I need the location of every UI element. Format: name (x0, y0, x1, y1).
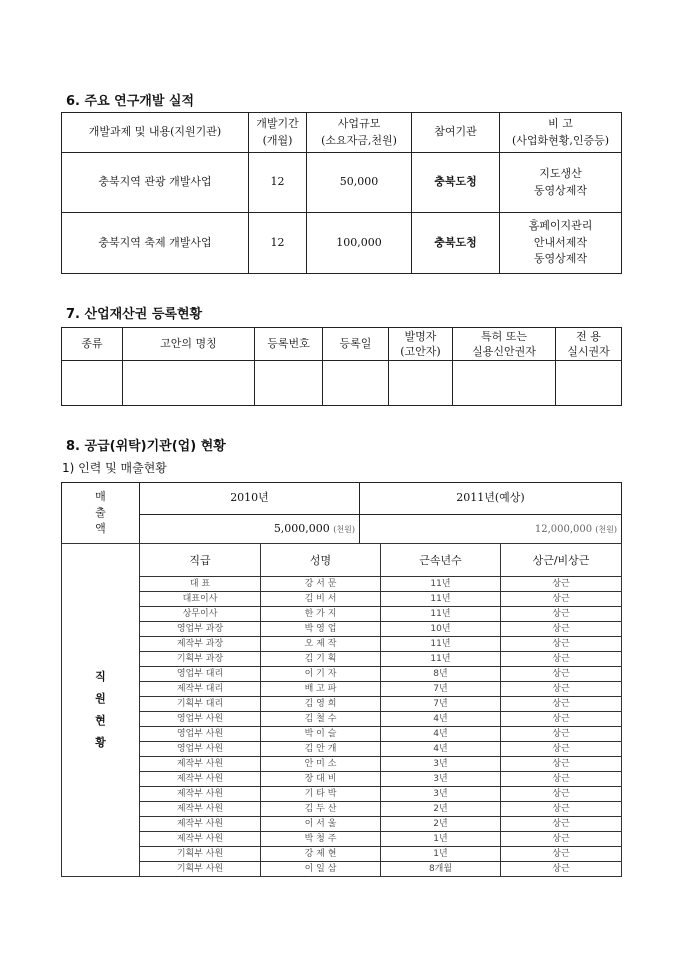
staff-cell: 오 제 작 (261, 637, 381, 652)
ip-header-cell: 발명자 (고안자) (389, 328, 453, 361)
staff-row (62, 637, 622, 652)
staff-cell: 제작부 사원 (140, 772, 261, 787)
rnd-header-cell: 개발기간 (개월) (249, 113, 307, 153)
amount-unit: (천원) (595, 524, 617, 534)
rnd-cell: 지도생산 동영상제작 (500, 153, 622, 213)
staff-row (62, 667, 622, 682)
amount-unit: (천원) (333, 524, 355, 534)
staff-cell: 기획부 사원 (140, 847, 261, 862)
staff-cell: 상근 (501, 787, 622, 802)
staff-header-cell: 상근/비상근 (501, 544, 622, 577)
staff-cell: 상근 (501, 817, 622, 832)
staff-cell: 이 기 자 (261, 667, 381, 682)
staff-cell: 11년 (381, 607, 501, 622)
ip-header-cell: 고안의 명칭 (123, 328, 255, 361)
staff-cell: 1년 (381, 847, 501, 862)
staff-cell: 11년 (381, 652, 501, 667)
staff-cell: 1년 (381, 832, 501, 847)
staff-cell: 상근 (501, 622, 622, 637)
staff-cell: 11년 (381, 637, 501, 652)
staff-row (62, 862, 622, 877)
staff-cell: 상근 (501, 802, 622, 817)
staff-table (61, 543, 622, 877)
staff-row (62, 787, 622, 802)
staff-cell: 김 두 산 (261, 802, 381, 817)
staff-row (62, 727, 622, 742)
staff-cell: 상근 (501, 607, 622, 622)
staff-cell: 상근 (501, 682, 622, 697)
staff-row (62, 652, 622, 667)
rnd-cell: 충북도청 (412, 213, 500, 274)
rnd-cell: 충북지역 관광 개발사업 (62, 153, 249, 213)
staff-cell: 영업부 사원 (140, 727, 261, 742)
staff-cell: 박 영 업 (261, 622, 381, 637)
staff-cell: 김 비 서 (261, 592, 381, 607)
staff-cell: 11년 (381, 592, 501, 607)
staff-label: 직 원 현 황 (62, 544, 140, 877)
sales-label: 매 출 액 (62, 483, 140, 544)
staff-cell: 제작부 사원 (140, 787, 261, 802)
staff-cell: 김 기 획 (261, 652, 381, 667)
staff-row (62, 772, 622, 787)
amount-value: 12,000,000 (534, 523, 593, 535)
staff-cell: 4년 (381, 742, 501, 757)
staff-cell: 강 서 문 (261, 577, 381, 592)
ip-header-cell: 등록번호 (255, 328, 323, 361)
staff-row (62, 802, 622, 817)
staff-header-cell: 근속년수 (381, 544, 501, 577)
staff-cell: 3년 (381, 757, 501, 772)
staff-cell: 제작부 사원 (140, 757, 261, 772)
staff-cell: 김 안 개 (261, 742, 381, 757)
empty-cell (123, 361, 255, 406)
rnd-cell: 100,000 (307, 213, 412, 274)
staff-cell: 영업부 과장 (140, 622, 261, 637)
staff-row (62, 607, 622, 622)
rnd-cell: 12 (249, 153, 307, 213)
staff-cell: 영업부 사원 (140, 742, 261, 757)
staff-cell: 박 이 슬 (261, 727, 381, 742)
staff-cell: 기획부 대리 (140, 697, 261, 712)
staff-cell: 상근 (501, 652, 622, 667)
staff-cell: 배 고 파 (261, 682, 381, 697)
staff-row (62, 697, 622, 712)
staff-cell: 상근 (501, 592, 622, 607)
rnd-header-row (62, 113, 622, 153)
amount-2010 (140, 515, 360, 544)
staff-header-row (62, 544, 622, 577)
staff-cell: 이 일 삼 (261, 862, 381, 877)
rnd-row (62, 153, 622, 213)
empty-cell (389, 361, 453, 406)
staff-cell: 상근 (501, 862, 622, 877)
staff-cell: 상근 (501, 697, 622, 712)
staff-row (62, 622, 622, 637)
sales-table (61, 482, 622, 544)
empty-cell (323, 361, 389, 406)
rnd-cell: 충북도청 (412, 153, 500, 213)
staff-cell: 상근 (501, 577, 622, 592)
staff-row (62, 847, 622, 862)
staff-row (62, 592, 622, 607)
rnd-row (62, 213, 622, 274)
staff-cell: 대표이사 (140, 592, 261, 607)
section6-title: 6. 주요 연구개발 실적 (66, 94, 195, 109)
staff-header-cell: 성명 (261, 544, 381, 577)
staff-cell: 제작부 사원 (140, 802, 261, 817)
ip-header-cell: 등록일 (323, 328, 389, 361)
staff-row (62, 832, 622, 847)
staff-cell: 이 서 울 (261, 817, 381, 832)
staff-cell: 4년 (381, 727, 501, 742)
empty-cell (453, 361, 556, 406)
staff-cell: 8년 (381, 667, 501, 682)
staff-cell: 박 청 주 (261, 832, 381, 847)
rnd-header-cell: 사업규모 (소요자금,천원) (307, 113, 412, 153)
empty-cell (255, 361, 323, 406)
ip-header-row (62, 328, 622, 361)
staff-cell: 상근 (501, 847, 622, 862)
rnd-cell: 홈페이지관리 안내서제작 동영상제작 (500, 213, 622, 274)
staff-cell: 상근 (501, 637, 622, 652)
staff-cell: 10년 (381, 622, 501, 637)
staff-cell: 상근 (501, 667, 622, 682)
staff-row (62, 577, 622, 592)
staff-cell: 한 가 지 (261, 607, 381, 622)
rnd-table (61, 112, 622, 274)
staff-cell: 상근 (501, 727, 622, 742)
rnd-header-cell: 참여기관 (412, 113, 500, 153)
staff-cell: 기획부 사원 (140, 862, 261, 877)
staff-cell: 상근 (501, 712, 622, 727)
staff-cell: 3년 (381, 772, 501, 787)
rnd-header-cell: 개발과제 및 내용(지원기관) (62, 113, 249, 153)
staff-cell: 3년 (381, 787, 501, 802)
staff-header-cell: 직급 (140, 544, 261, 577)
section8-subtitle: 1) 인력 및 매출현황 (62, 461, 167, 475)
staff-cell: 4년 (381, 712, 501, 727)
year-2011: 2011년(예상) (360, 483, 622, 515)
staff-cell: 7년 (381, 697, 501, 712)
staff-cell: 제작부 대리 (140, 682, 261, 697)
rnd-cell: 50,000 (307, 153, 412, 213)
staff-cell: 상근 (501, 832, 622, 847)
staff-cell: 장 대 비 (261, 772, 381, 787)
staff-cell: 8개월 (381, 862, 501, 877)
staff-cell: 상무이사 (140, 607, 261, 622)
staff-cell: 김 영 희 (261, 697, 381, 712)
staff-cell: 강 제 현 (261, 847, 381, 862)
staff-cell: 김 철 수 (261, 712, 381, 727)
staff-cell: 영업부 사원 (140, 712, 261, 727)
staff-cell: 안 미 소 (261, 757, 381, 772)
ip-header-cell: 종류 (62, 328, 123, 361)
staff-cell: 상근 (501, 742, 622, 757)
year-2010: 2010년 (140, 483, 360, 515)
staff-cell: 제작부 사원 (140, 817, 261, 832)
ip-empty-row (62, 361, 622, 406)
staff-cell: 기 타 박 (261, 787, 381, 802)
staff-cell: 2년 (381, 817, 501, 832)
empty-cell (556, 361, 622, 406)
staff-cell: 제작부 과장 (140, 637, 261, 652)
staff-row (62, 757, 622, 772)
ip-header-cell: 특허 또는 실용신안권자 (453, 328, 556, 361)
staff-cell: 대 표 (140, 577, 261, 592)
rnd-cell: 12 (249, 213, 307, 274)
staff-cell: 7년 (381, 682, 501, 697)
section8-title: 8. 공급(위탁)기관(업) 현황 (66, 439, 226, 454)
ip-table (61, 327, 622, 406)
staff-row (62, 682, 622, 697)
ip-header-cell: 전 용 실시권자 (556, 328, 622, 361)
staff-cell: 11년 (381, 577, 501, 592)
rnd-cell: 충북지역 축제 개발사업 (62, 213, 249, 274)
staff-cell: 2년 (381, 802, 501, 817)
rnd-header-cell: 비 고 (사업화현황,인증등) (500, 113, 622, 153)
staff-cell: 영업부 대리 (140, 667, 261, 682)
staff-cell: 상근 (501, 772, 622, 787)
staff-cell: 제작부 사원 (140, 832, 261, 847)
staff-cell: 상근 (501, 757, 622, 772)
amount-value: 5,000,000 (273, 521, 330, 535)
staff-row (62, 712, 622, 727)
staff-cell: 기획부 과장 (140, 652, 261, 667)
empty-cell (62, 361, 123, 406)
staff-row (62, 742, 622, 757)
section7-title: 7. 산업재산권 등록현황 (66, 307, 203, 322)
staff-row (62, 817, 622, 832)
amount-2011 (360, 515, 622, 544)
